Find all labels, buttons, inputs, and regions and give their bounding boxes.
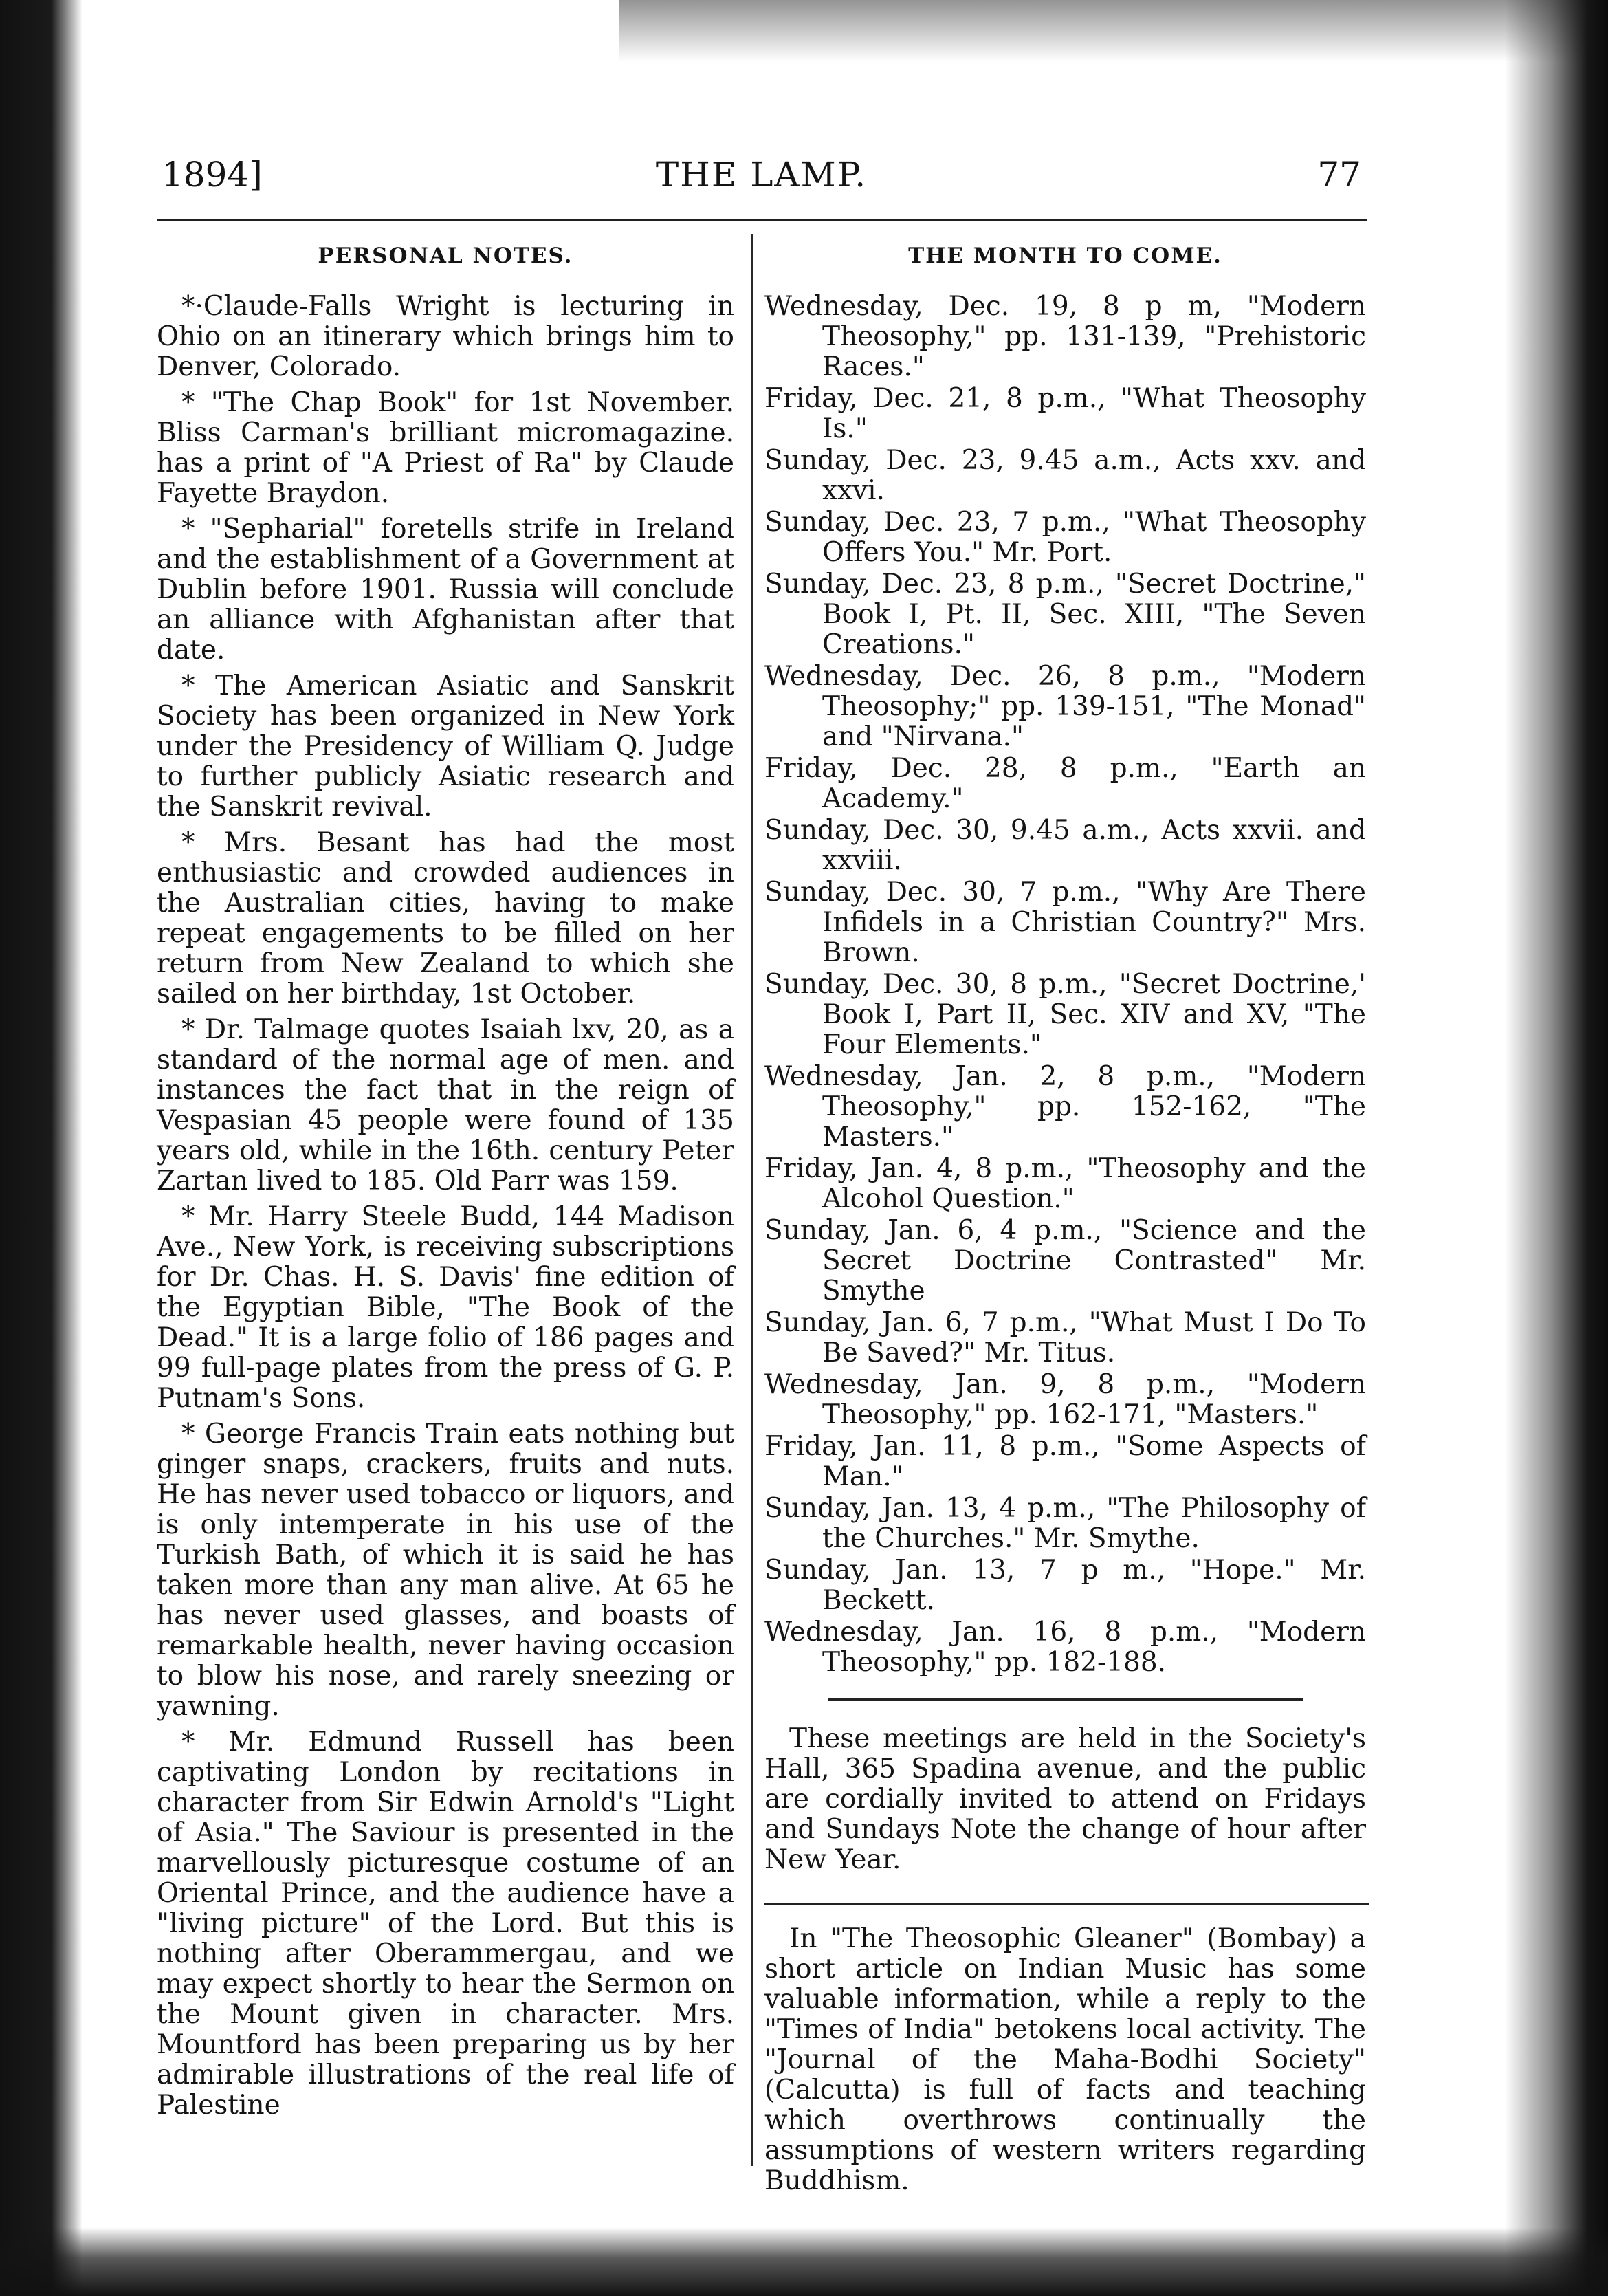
schedule-entry: Sunday, Dec. 30, 7 p.m., "Why Are There Infidels in a Christian Country?" Mrs. Brown. (764, 877, 1366, 968)
scan-bottom-edge-shadow (0, 2227, 1608, 2296)
section-heading-month-to-come: THE MONTH TO COME. (908, 243, 1222, 268)
page-number: 77 (1317, 155, 1361, 195)
schedule-entry: Sunday, Jan. 13, 7 p m., "Hope." Mr. Beckett. (764, 1555, 1366, 1616)
section-heading-personal-notes: PERSONAL NOTES. (318, 243, 573, 268)
schedule-entry: Friday, Dec. 28, 8 p.m., "Earth an Academy." (764, 753, 1366, 814)
scan-left-edge-shadow (0, 0, 82, 2296)
note-paragraph: * Mrs. Besant has had the most enthusiastic and crowded audiences in the Australian cities, having to make repeat engagements to be filled on her return from New Zealand to which she sailed on her birthday, 1st October. (157, 827, 734, 1009)
meetings-notice: These meetings are held in the Society's Hall, 365 Spadina avenue, and the public are cordially invited to attend on Fridays and Sundays Note the change of hour after New Year. (764, 1723, 1366, 1875)
schedule-entry: Wednesday, Jan. 9, 8 p.m., "Modern Theosophy," pp. 162-171, "Masters." (764, 1369, 1366, 1430)
note-paragraph: * Mr. Harry Steele Budd, 144 Madison Ave., New York, is receiving subscriptions for Dr. Chas. H. S. Davis' fine edition of the Egyptian Bible, "The Book of the Dead." It is a large folio of 186 pages and 99 full-page plates from the press of G. P. Putnam's Sons. (157, 1201, 734, 1414)
note-paragraph: * "Sepharial" foretells strife in Ireland and the establishment of a Government at Dublin before 1901. Russia will conclude an alliance with Afghanistan after that date. (157, 514, 734, 666)
note-paragraph: * George Francis Train eats nothing but ginger snaps, crackers, fruits and nuts. He has never used tobacco or liquors, and is only intemperate in his use of the Turkish Bath, of which it is said he has taken more than any man alive. At 65 he has never used glasses, and boasts of remarkable health, never having occasion to blow his nose, and rarely sneezing or yawning. (157, 1419, 734, 1722)
note-paragraph: * Mr. Edmund Russell has been captivating London by recitations in character from Sir Edwin Arnold's "Light of Asia." The Saviour is presented in the marvellously picturesque costume of an Oriental Prince, and the audience have a "living picture" of the Lord. But this is nothing after Oberammergau, and we may expect shortly to hear the Sermon on the Mount given in character. Mrs. Mountford has been preparing us by her admirable illustrations of the real life of Palestine (157, 1727, 734, 2121)
left-column (157, 241, 734, 2126)
schedule-entry: Wednesday, Dec. 19, 8 p m, "Modern Theosophy," pp. 131-139, "Prehistoric Races." (764, 291, 1366, 382)
note-paragraph: * Dr. Talmage quotes Isaiah lxv, 20, as a standard of the normal age of men. and instances the fact that in the reign of Vespasian 45 people were found of 135 years old, while in the 16th. century Peter Zartan lived to 185. Old Parr was 159. (157, 1014, 734, 1196)
schedule-entry: Wednesday, Jan. 2, 8 p.m., "Modern Theosophy," pp. 152-162, "The Masters." (764, 1061, 1366, 1152)
schedule-entry: Friday, Dec. 21, 8 p.m., "What Theosophy Is." (764, 383, 1366, 444)
schedule-entry: Wednesday, Jan. 16, 8 p.m., "Modern Theosophy," pp. 182-188. (764, 1617, 1366, 1678)
gleaner-paragraph: In "The Theosophic Gleaner" (Bombay) a short article on Indian Music has some valuable information, while a reply to the "Times of India" betokens local activity. The "Journal of the Maha-Bodhi Society" (Calcutta) is full of facts and teaching which overthrows continually the assumptions of western writers regarding Buddhism. (764, 1923, 1366, 2196)
schedule-entry: Wednesday, Dec. 26, 8 p.m., "Modern Theosophy;" pp. 139-151, "The Monad" and "Nirvana." (764, 661, 1366, 752)
header-year: 1894] (162, 155, 263, 195)
schedule-entry: Sunday, Jan. 13, 4 p.m., "The Philosophy of the Churches." Mr. Smythe. (764, 1493, 1366, 1554)
schedule-entry: Sunday, Jan. 6, 4 p.m., "Science and the Secret Doctrine Contrasted" Mr. Smythe (764, 1215, 1366, 1306)
header-title: THE LAMP. (655, 155, 868, 195)
note-paragraph: *·Claude-Falls Wright is lecturing in Ohio on an itinerary which brings him to Denver, Colorado. (157, 291, 734, 382)
right-column (764, 241, 1366, 2196)
section-divider (764, 1903, 1369, 1905)
schedule-entry: Sunday, Dec. 23, 7 p.m., "What Theosophy Offers You." Mr. Port. (764, 507, 1366, 568)
note-paragraph: * The American Asiatic and Sanskrit Society has been organized in New York under the Presidency of William Q. Judge to further publicly Asiatic research and the Sanskrit revival. (157, 670, 734, 822)
column-divider (751, 234, 753, 2166)
scan-top-edge-shadow (619, 0, 1608, 62)
schedule-entry: Sunday, Dec. 23, 8 p.m., "Secret Doctrine," Book I, Pt. II, Sec. XIII, "The Seven Creations." (764, 569, 1366, 660)
schedule-entry: Sunday, Dec. 30, 8 p.m., "Secret Doctrine,' Book I, Part II, Sec. XIV and XV, "The Four Elements." (764, 969, 1366, 1060)
header-rule (157, 219, 1367, 221)
scan-right-edge-shadow (1505, 0, 1608, 2296)
section-divider (828, 1698, 1303, 1701)
page-header (162, 155, 1361, 196)
schedule-entry: Friday, Jan. 4, 8 p.m., "Theosophy and the Alcohol Question." (764, 1153, 1366, 1214)
schedule-entry: Sunday, Dec. 23, 9.45 a.m., Acts xxv. and xxvi. (764, 445, 1366, 506)
schedule-entry: Sunday, Jan. 6, 7 p.m., "What Must I Do To Be Saved?" Mr. Titus. (764, 1307, 1366, 1368)
note-paragraph: * "The Chap Book" for 1st November. Bliss Carman's brilliant micromagazine. has a print of "A Priest of Ra" by Claude Fayette Braydon. (157, 387, 734, 509)
schedule-entry: Sunday, Dec. 30, 9.45 a.m., Acts xxvii. and xxviii. (764, 815, 1366, 876)
schedule-entry: Friday, Jan. 11, 8 p.m., "Some Aspects of Man." (764, 1431, 1366, 1492)
